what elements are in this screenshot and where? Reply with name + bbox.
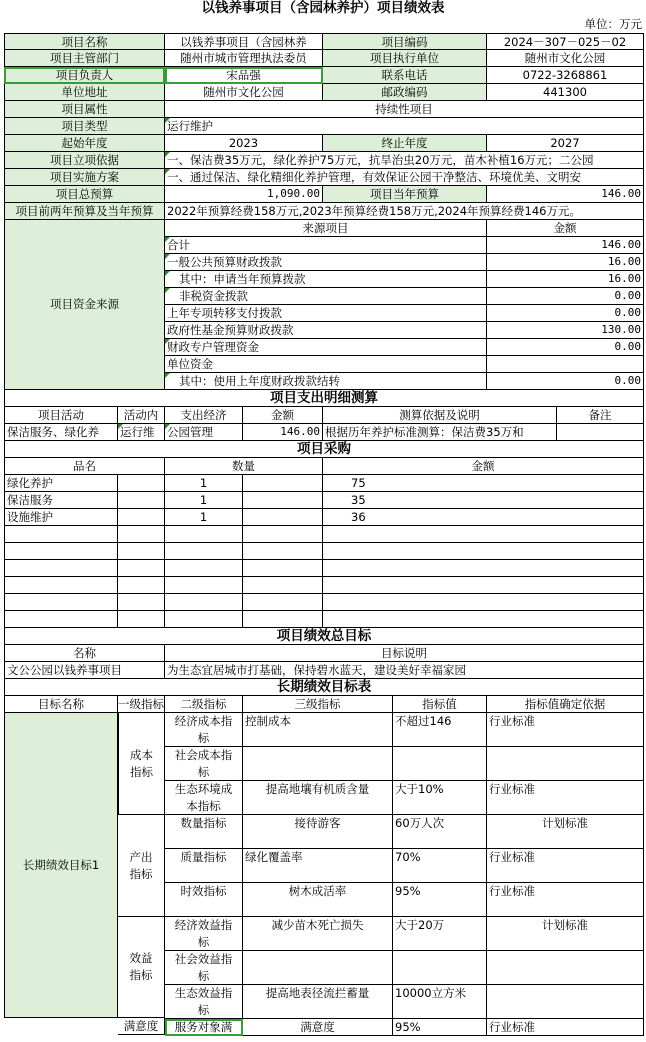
- empty-cell[interactable]: [243, 560, 323, 577]
- lt-l3-indicator[interactable]: [243, 951, 393, 985]
- lt-l3-indicator[interactable]: 树木成活率: [243, 883, 393, 917]
- attr-label[interactable]: 项目属性: [4, 101, 165, 118]
- empty-cell[interactable]: [165, 594, 243, 611]
- dept-label[interactable]: 项目主管部门: [4, 50, 165, 67]
- purchase-qty[interactable]: 1: [165, 492, 243, 509]
- lt-indicator-value[interactable]: [393, 747, 487, 781]
- name-value[interactable]: 以钱养事项目（含园林养: [165, 33, 323, 50]
- purchase-header-amount[interactable]: 金额: [323, 458, 644, 475]
- goal-heading[interactable]: 项目绩效总目标: [4, 628, 644, 645]
- prev-budget-label[interactable]: 项目前两年预算及当年预算: [4, 203, 165, 220]
- lt-indicator-value[interactable]: 大于10%: [393, 781, 487, 815]
- lt-l3-indicator[interactable]: 减少苗木死亡损失: [243, 917, 393, 951]
- purchase-name[interactable]: 绿化养护: [4, 475, 118, 492]
- lt-l2-indicator[interactable]: 生态效益指标: [165, 985, 243, 1019]
- lt-header[interactable]: 二级指标: [165, 696, 243, 713]
- empty-cell[interactable]: [165, 560, 243, 577]
- lt-indicator-value[interactable]: 60万人次: [393, 815, 487, 849]
- purchase-name[interactable]: 设施维护: [4, 509, 118, 526]
- empty-cell[interactable]: [165, 543, 243, 560]
- lt-l2-indicator[interactable]: 经济成本指标: [165, 713, 243, 747]
- funds-section-label[interactable]: 项目资金来源: [4, 220, 165, 390]
- purchase-name[interactable]: 保洁服务: [4, 492, 118, 509]
- empty-cell[interactable]: [118, 611, 165, 628]
- funds-row-label[interactable]: 合计: [165, 237, 487, 254]
- empty-cell[interactable]: [118, 577, 165, 594]
- empty-cell[interactable]: [4, 577, 118, 594]
- lt-l2-indicator[interactable]: 质量指标: [165, 849, 243, 883]
- lt-l2-indicator[interactable]: 社会成本指标: [165, 747, 243, 781]
- empty-cell[interactable]: [323, 526, 644, 543]
- lt-indicator-value[interactable]: 70%: [393, 849, 487, 883]
- expense-header[interactable]: 金额: [243, 407, 323, 424]
- expense-heading[interactable]: 项目支出明细测算: [4, 390, 644, 407]
- phone-label[interactable]: 联系电话: [323, 67, 487, 84]
- lt-indicator-basis[interactable]: 行业标准: [487, 713, 644, 747]
- funds-col-source[interactable]: 来源项目: [165, 220, 487, 237]
- unit-label: 单位：万元: [584, 17, 642, 31]
- expense-cell[interactable]: 146.00: [243, 424, 323, 441]
- expense-header[interactable]: 活动内: [118, 407, 165, 424]
- expense-header[interactable]: 项目活动: [4, 407, 118, 424]
- start-label[interactable]: 起始年度: [4, 135, 165, 152]
- purchase-qty[interactable]: 1: [165, 475, 243, 492]
- purchase-header-qty[interactable]: 数量: [165, 458, 323, 475]
- funds-row-value[interactable]: 130.00: [487, 322, 644, 339]
- purchase-sub[interactable]: [118, 475, 165, 492]
- type-label[interactable]: 项目类型: [4, 118, 165, 135]
- phone-value[interactable]: 0722-3268861: [487, 67, 644, 84]
- name-label[interactable]: 项目名称: [4, 33, 165, 50]
- empty-cell[interactable]: [4, 611, 118, 628]
- total-value[interactable]: 1,090.00: [165, 186, 323, 203]
- goal-header-name[interactable]: 名称: [4, 645, 165, 662]
- lt-indicator-basis[interactable]: [487, 985, 644, 1019]
- year-budget-value[interactable]: 146.00: [487, 186, 644, 203]
- goal-desc[interactable]: 为生态宜居城市打基础，保持碧水蓝天，建设美好幸福家园: [165, 662, 644, 679]
- goal-name[interactable]: 文公公园以钱养事项目: [4, 662, 165, 679]
- empty-cell[interactable]: [243, 577, 323, 594]
- lt-indicator-basis[interactable]: 计划标准: [487, 815, 644, 849]
- lt-l2-indicator[interactable]: 数量指标: [165, 815, 243, 849]
- lt-l1-satisfaction[interactable]: 满意度: [118, 1018, 165, 1035]
- lt-l2-indicator[interactable]: 服务对象满: [165, 1019, 243, 1036]
- lt-l2-indicator[interactable]: 经济效益指标: [165, 917, 243, 951]
- lt-header[interactable]: 指标值: [393, 696, 487, 713]
- purchase-header-name[interactable]: 品名: [4, 458, 165, 475]
- funds-row-label[interactable]: 单位资金: [165, 356, 487, 373]
- lt-indicator-basis[interactable]: 行业标准: [487, 849, 644, 883]
- empty-cell[interactable]: [118, 526, 165, 543]
- leader-label[interactable]: 项目负责人: [4, 67, 165, 84]
- empty-cell[interactable]: [4, 594, 118, 611]
- lt-header[interactable]: 三级指标: [243, 696, 393, 713]
- funds-row-label[interactable]: 财政专户管理资金: [165, 339, 487, 356]
- longterm-heading[interactable]: 长期绩效目标表: [4, 679, 644, 696]
- lt-indicator-basis[interactable]: 计划标准: [487, 917, 644, 951]
- prev-budget-value[interactable]: 2022年预算经费158万元,2023年预算经费158万元,2024年预算经费146万元。: [165, 203, 644, 220]
- funds-col-amount[interactable]: 金额: [487, 220, 644, 237]
- basis-value[interactable]: 一、保洁费35万元，绿化养护75万元，抗旱治虫20万元，苗木补植16万元；二公园: [165, 152, 644, 169]
- lt-goal-name[interactable]: 长期绩效目标1: [4, 713, 118, 1018]
- lt-l3-indicator[interactable]: 接待游客: [243, 815, 393, 849]
- lt-indicator-basis[interactable]: [487, 747, 644, 781]
- plan-value[interactable]: 一、通过保洁、绿化精细化养护管理，有效保证公园干净整洁、环境优美、文明安: [165, 169, 644, 186]
- code-value[interactable]: 2024－307－025－02: [487, 33, 644, 50]
- purchase-sub[interactable]: [243, 492, 323, 509]
- expense-cell[interactable]: 根据历年养护标准测算：保洁费35万和: [323, 424, 557, 441]
- lt-l1-cost[interactable]: 成本指标: [118, 713, 165, 815]
- lt-header[interactable]: 指标值确定依据: [487, 696, 644, 713]
- empty-cell[interactable]: [323, 594, 644, 611]
- funds-row-value[interactable]: 16.00: [487, 271, 644, 288]
- lt-l2-indicator[interactable]: 时效指标: [165, 883, 243, 917]
- funds-row-value[interactable]: 16.00: [487, 254, 644, 271]
- lt-l3-indicator[interactable]: 提高地壤有机质含量: [243, 781, 393, 815]
- lt-indicator-basis[interactable]: 行业标准: [487, 883, 644, 917]
- lt-indicator-value[interactable]: 不超过146: [393, 713, 487, 747]
- year-budget-label[interactable]: 项目当年预算: [323, 186, 487, 203]
- lt-indicator-basis[interactable]: [487, 951, 644, 985]
- attr-value[interactable]: 持续性项目: [165, 101, 644, 118]
- lt-header[interactable]: 目标名称: [4, 696, 118, 713]
- lt-header[interactable]: 一级指标: [118, 697, 164, 711]
- lt-l3-indicator[interactable]: 控制成本: [243, 713, 393, 747]
- lt-l3-indicator[interactable]: [243, 747, 393, 781]
- empty-cell[interactable]: [323, 560, 644, 577]
- empty-cell[interactable]: [243, 594, 323, 611]
- purchase-sub[interactable]: [118, 492, 165, 509]
- purchase-sub[interactable]: [243, 475, 323, 492]
- exec-value[interactable]: 随州市文化公园: [487, 50, 644, 67]
- expense-cell[interactable]: [557, 424, 644, 441]
- addr-label[interactable]: 单位地址: [4, 84, 165, 101]
- addr-value[interactable]: 随州市文化公园: [165, 84, 323, 101]
- empty-cell[interactable]: [118, 560, 165, 577]
- zip-value[interactable]: 441300: [487, 84, 644, 101]
- zip-label[interactable]: 邮政编码: [323, 84, 487, 101]
- start-value[interactable]: 2023: [165, 135, 323, 152]
- code-label[interactable]: 项目编码: [323, 33, 487, 50]
- empty-cell[interactable]: [165, 577, 243, 594]
- dept-value[interactable]: 随州市城市管理执法委员: [165, 50, 323, 67]
- purchase-amount[interactable]: 75: [323, 475, 644, 492]
- purchase-amount[interactable]: 35: [323, 492, 644, 509]
- lt-l3-indicator[interactable]: 满意度: [243, 1019, 393, 1036]
- purchase-qty[interactable]: 1: [165, 509, 243, 526]
- funds-row-label[interactable]: 一般公共预算财政拨款: [165, 254, 487, 271]
- funds-row-value[interactable]: 0.00: [487, 373, 644, 390]
- lt-l2-indicator[interactable]: 生态环境成本指标: [165, 781, 243, 815]
- type-value[interactable]: 运行维护: [165, 118, 644, 135]
- empty-cell[interactable]: [243, 526, 323, 543]
- funds-row-label[interactable]: 上年专项转移支付拨款: [165, 305, 487, 322]
- expense-cell[interactable]: 运行维: [118, 424, 165, 441]
- lt-l3-indicator[interactable]: 绿化覆盖率: [243, 849, 393, 883]
- empty-cell[interactable]: [243, 543, 323, 560]
- funds-row-label[interactable]: 其中：使用上年度财政拨款结转: [165, 373, 487, 390]
- lt-l1-benefit[interactable]: 效益指标: [118, 917, 165, 1018]
- end-value[interactable]: 2027: [487, 135, 644, 152]
- empty-cell[interactable]: [243, 611, 323, 628]
- expense-header[interactable]: 支出经济: [165, 407, 243, 424]
- purchase-sub[interactable]: [243, 509, 323, 526]
- expense-header[interactable]: 备注: [557, 407, 644, 424]
- purchase-heading[interactable]: 项目采购: [4, 441, 644, 458]
- goal-header-desc[interactable]: 目标说明: [165, 645, 644, 662]
- lt-l3-indicator[interactable]: 提高地表径流拦蓄量: [243, 985, 393, 1019]
- expense-cell[interactable]: 公园管理: [165, 424, 243, 441]
- empty-cell[interactable]: [323, 577, 644, 594]
- funds-row-value[interactable]: 0.00: [487, 288, 644, 305]
- basis-label[interactable]: 项目立项依据: [4, 152, 165, 169]
- lt-l2-indicator[interactable]: 社会效益指标: [165, 951, 243, 985]
- funds-row-value[interactable]: 0.00: [487, 339, 644, 356]
- funds-row-label[interactable]: 其中：申请当年预算拨款: [165, 271, 487, 288]
- sheet-title: 以钱养事项目（含园林养护）项目绩效表: [201, 0, 445, 16]
- funds-row-label[interactable]: 非税资金拨款: [165, 288, 487, 305]
- empty-cell[interactable]: [165, 611, 243, 628]
- exec-label[interactable]: 项目执行单位: [323, 50, 487, 67]
- funds-row-value[interactable]: [487, 356, 644, 373]
- empty-cell[interactable]: [4, 543, 118, 560]
- empty-cell[interactable]: [323, 543, 644, 560]
- funds-row-label[interactable]: 政府性基金预算财政拨款: [165, 322, 487, 339]
- expense-header[interactable]: 测算依据及说明: [323, 407, 557, 424]
- lt-indicator-value[interactable]: [393, 951, 487, 985]
- empty-cell[interactable]: [323, 611, 644, 628]
- lt-indicator-value[interactable]: 大于20万: [393, 917, 487, 951]
- lt-indicator-basis[interactable]: 行业标准: [487, 1019, 644, 1036]
- empty-cell[interactable]: [165, 526, 243, 543]
- lt-indicator-value[interactable]: 10000立方米: [393, 985, 487, 1019]
- plan-label[interactable]: 项目实施方案: [4, 169, 165, 186]
- leader-value[interactable]: 宋品强: [165, 67, 323, 84]
- lt-l1-output[interactable]: 产出指标: [118, 815, 165, 917]
- funds-row-value[interactable]: 146.00: [487, 237, 644, 254]
- empty-cell[interactable]: [118, 543, 165, 560]
- total-label[interactable]: 项目总预算: [4, 186, 165, 203]
- empty-cell[interactable]: [4, 526, 118, 543]
- empty-cell[interactable]: [118, 594, 165, 611]
- lt-indicator-value[interactable]: 95%: [393, 1019, 487, 1036]
- purchase-amount[interactable]: 36: [323, 509, 644, 526]
- lt-indicator-basis[interactable]: 行业标准: [487, 781, 644, 815]
- funds-row-value[interactable]: 0.00: [487, 305, 644, 322]
- lt-indicator-value[interactable]: 95%: [393, 883, 487, 917]
- end-label[interactable]: 终止年度: [323, 135, 487, 152]
- expense-cell[interactable]: 保洁服务、绿化养: [4, 424, 118, 441]
- purchase-sub[interactable]: [118, 509, 165, 526]
- empty-cell[interactable]: [4, 560, 118, 577]
